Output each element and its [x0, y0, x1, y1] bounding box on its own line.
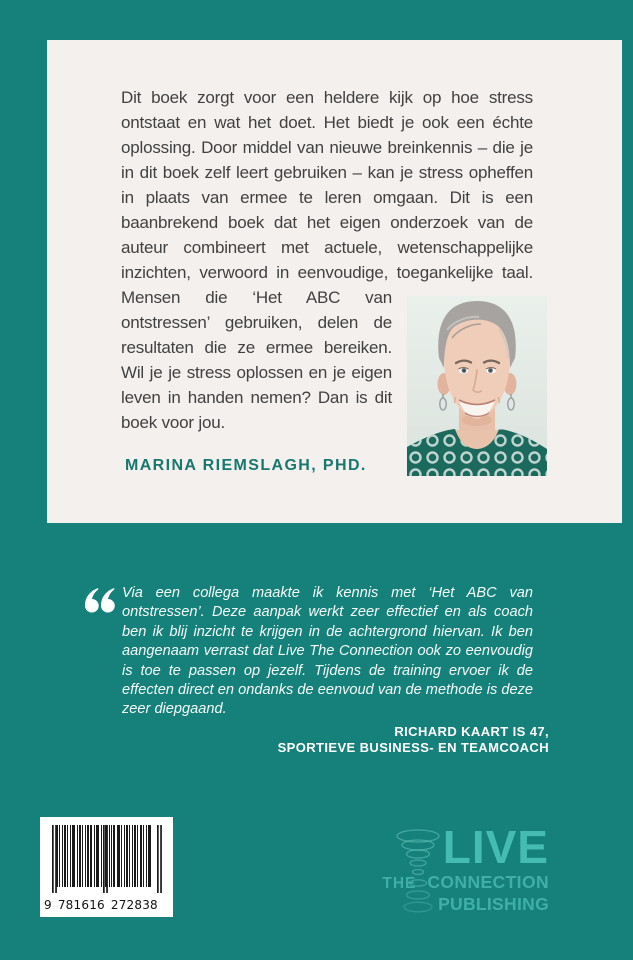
logo-connection-text: CONNECTION — [427, 872, 549, 892]
isbn-barcode — [40, 817, 173, 917]
logo-publishing-text: PUBLISHING — [438, 894, 549, 914]
logo-the-text: THE — [382, 875, 417, 892]
logo-live-text: LIVE — [442, 821, 549, 873]
synopsis-paragraph — [121, 85, 533, 482]
logo-middle-row — [382, 872, 549, 893]
author-name: MARINA RIEMSLAGH, PHD. — [125, 457, 367, 474]
testimonial-attribution — [122, 724, 549, 755]
attribution-line1: RICHARD KAART IS 47, — [394, 724, 549, 739]
synopsis-part1: Dit boek zorgt voor een heldere kijk op hoe stress ontstaat en wat het doet. Het biedt je ook een échte oplossing. Door middel van nieuwe breinkennis – die je in dit boek zelf leert gebruiken – kan je stress opheffen in plaats van ermee te leren omgaan. Dit is een baanbrekend boek dat het eigen onderzoek van de auteur combineert met actuele, wetenschappelijke inzichten, verwoord in eenvoudige, toegankelijke taal. — [121, 88, 533, 282]
quote-icon — [84, 588, 118, 614]
back-cover-card — [47, 40, 622, 523]
publisher-logo — [382, 821, 549, 915]
synopsis-part2: Mensen die ‘Het ABC van ontstressen’ gebruiken, delen de resultaten die ze ermee bereiken. Wil je je stress oplossen en je eigen leven in handen nemen? Dan is dit boek voor jou. — [121, 288, 392, 432]
isbn-number: 9 781616 272838 — [44, 898, 158, 912]
author-portrait-illustration — [407, 296, 547, 476]
attribution-line2: SPORTIEVE BUSINESS- EN TEAMCOACH — [277, 739, 549, 755]
author-photo — [407, 296, 547, 476]
testimonial-text: Via een collega maakte ik kennis met ‘Het ABC van ontstressen’. Deze aanpak werkt zeer effectief en als coach ben ik blij inzicht te krijgen in de achtergrond hiervan. Ik ben aangenaam verrast dat Live The Connection ook zo eenvoudig is toe te passen op jezelf. Tijdens de training ervoer ik de effecten direct en ondanks de eenvoud van de methode is deze zeer diepgaand. — [122, 585, 533, 718]
